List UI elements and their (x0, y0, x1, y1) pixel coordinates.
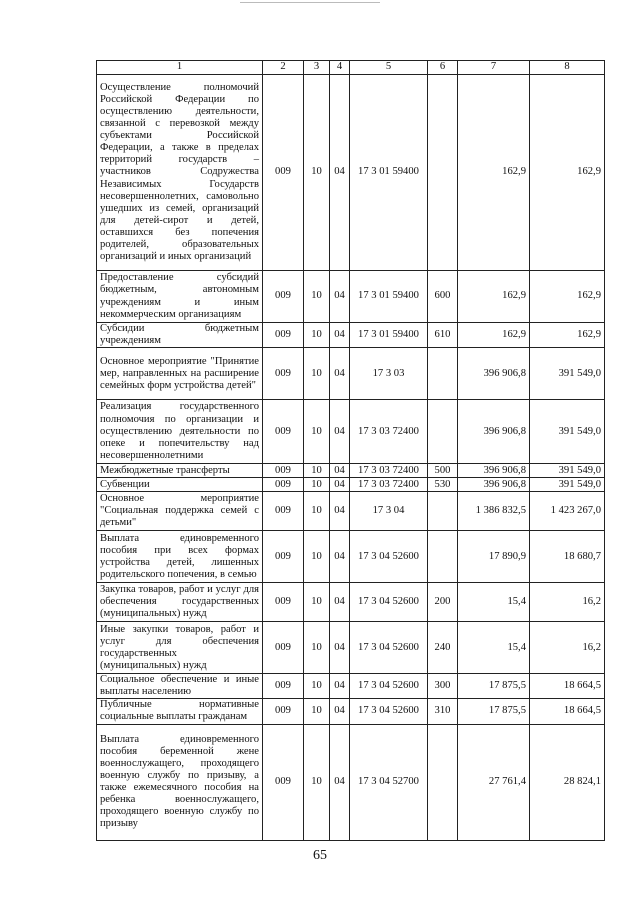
row-amount-2: 18 680,7 (530, 531, 605, 583)
row-section-code: 10 (304, 699, 330, 724)
row-section-code: 10 (304, 531, 330, 583)
row-section-code: 10 (304, 323, 330, 348)
row-amount-2: 162,9 (530, 271, 605, 323)
row-name: Выплата единовременного пособия при всех формах устройства детей, лишенных родительского попечения, в семью (97, 531, 263, 583)
row-name: Субсидии бюджетным учреждениям (97, 323, 263, 348)
row-amount-1: 396 906,8 (458, 478, 530, 492)
table-row (97, 531, 605, 583)
row-name: Реализация государственного полномочия по организации и осуществлению деятельности по опеке и попечительству над несовершеннолетними (97, 400, 263, 464)
row-amount-2: 391 549,0 (530, 400, 605, 464)
row-target-article: 17 3 04 52700 (350, 724, 428, 840)
row-amount-2: 1 423 267,0 (530, 492, 605, 531)
page-number: 65 (313, 848, 327, 863)
row-subsection-code: 04 (330, 464, 350, 478)
row-expense-type (428, 75, 458, 271)
row-amount-1: 396 906,8 (458, 348, 530, 400)
row-amount-2: 391 549,0 (530, 348, 605, 400)
row-target-article: 17 3 03 72400 (350, 478, 428, 492)
row-amount-1: 162,9 (458, 323, 530, 348)
row-section-code: 10 (304, 464, 330, 478)
row-amount-2: 28 824,1 (530, 724, 605, 840)
row-target-article: 17 3 04 52600 (350, 531, 428, 583)
budget-table (96, 60, 605, 841)
row-name: Выплата единовременного пособия беременной жене военнослужащего, проходящего военную службу по призыву, а также ежемесячного пособия на ребенка военнослужащего, проходящего военную службу по призыву (97, 724, 263, 840)
row-expense-type: 300 (428, 674, 458, 699)
row-name: Основное мероприятие "Принятие мер, направленных на расширение семейных форм устройства детей" (97, 348, 263, 400)
row-expense-type: 610 (428, 323, 458, 348)
row-section-code: 10 (304, 674, 330, 699)
row-ministry-code: 009 (263, 348, 304, 400)
col-header-6: 6 (428, 61, 458, 75)
row-expense-type (428, 724, 458, 840)
row-subsection-code: 04 (330, 674, 350, 699)
row-target-article: 17 3 04 52600 (350, 674, 428, 699)
row-amount-1: 15,4 (458, 622, 530, 674)
table-row (97, 75, 605, 271)
row-ministry-code: 009 (263, 400, 304, 464)
header-row (97, 61, 605, 75)
row-amount-2: 391 549,0 (530, 464, 605, 478)
row-subsection-code: 04 (330, 583, 350, 622)
row-expense-type: 310 (428, 699, 458, 724)
col-header-3: 3 (304, 61, 330, 75)
row-section-code: 10 (304, 492, 330, 531)
row-amount-1: 396 906,8 (458, 400, 530, 464)
row-ministry-code: 009 (263, 622, 304, 674)
row-amount-1: 17 875,5 (458, 699, 530, 724)
row-expense-type: 200 (428, 583, 458, 622)
table-row (97, 478, 605, 492)
row-subsection-code: 04 (330, 348, 350, 400)
col-header-2: 2 (263, 61, 304, 75)
row-amount-2: 391 549,0 (530, 478, 605, 492)
row-target-article: 17 3 01 59400 (350, 323, 428, 348)
row-amount-2: 162,9 (530, 75, 605, 271)
row-amount-1: 396 906,8 (458, 464, 530, 478)
row-amount-2: 18 664,5 (530, 674, 605, 699)
table-row (97, 323, 605, 348)
row-subsection-code: 04 (330, 724, 350, 840)
row-amount-1: 27 761,4 (458, 724, 530, 840)
row-subsection-code: 04 (330, 622, 350, 674)
row-subsection-code: 04 (330, 400, 350, 464)
row-section-code: 10 (304, 478, 330, 492)
row-ministry-code: 009 (263, 271, 304, 323)
table-row (97, 583, 605, 622)
row-expense-type (428, 400, 458, 464)
row-amount-1: 15,4 (458, 583, 530, 622)
row-section-code: 10 (304, 583, 330, 622)
row-target-article: 17 3 01 59400 (350, 75, 428, 271)
row-name: Основное мероприятие "Социальная поддержка семей с детьми" (97, 492, 263, 531)
row-ministry-code: 009 (263, 464, 304, 478)
row-ministry-code: 009 (263, 724, 304, 840)
row-amount-2: 16,2 (530, 622, 605, 674)
row-subsection-code: 04 (330, 531, 350, 583)
row-ministry-code: 009 (263, 478, 304, 492)
row-subsection-code: 04 (330, 323, 350, 348)
row-target-article: 17 3 03 72400 (350, 464, 428, 478)
row-subsection-code: 04 (330, 492, 350, 531)
row-name: Публичные нормативные социальные выплаты гражданам (97, 699, 263, 724)
row-amount-1: 1 386 832,5 (458, 492, 530, 531)
row-name: Осуществление полномочий Российской Федерации по осуществлению деятельности, связанной с перевозкой между субъектами Российской Федерации, а также в пределах территорий государств – участников Содружества Независимых Государств несовершеннолетних, самовольно ушедших из семей, организаций для детей-сирот и детей, оставшихся без попечения родителей, образовательных организаций и иных организаций (97, 75, 263, 271)
table-row (97, 400, 605, 464)
row-expense-type: 600 (428, 271, 458, 323)
row-amount-1: 17 875,5 (458, 674, 530, 699)
row-section-code: 10 (304, 271, 330, 323)
row-target-article: 17 3 03 72400 (350, 400, 428, 464)
col-header-8: 8 (530, 61, 605, 75)
row-amount-1: 162,9 (458, 75, 530, 271)
col-header-1: 1 (97, 61, 263, 75)
row-subsection-code: 04 (330, 75, 350, 271)
row-target-article: 17 3 04 52600 (350, 699, 428, 724)
row-ministry-code: 009 (263, 323, 304, 348)
table-row (97, 348, 605, 400)
row-name: Закупка товаров, работ и услуг для обеспечения государственных (муниципальных) нужд (97, 583, 263, 622)
row-section-code: 10 (304, 400, 330, 464)
table-row (97, 622, 605, 674)
col-header-4: 4 (330, 61, 350, 75)
row-name: Иные закупки товаров, работ и услуг для обеспечения государственных (муниципальных) нужд (97, 622, 263, 674)
page-top-rule (240, 2, 380, 3)
row-expense-type: 240 (428, 622, 458, 674)
row-target-article: 17 3 03 (350, 348, 428, 400)
row-target-article: 17 3 04 52600 (350, 622, 428, 674)
row-section-code: 10 (304, 75, 330, 271)
table-row (97, 492, 605, 531)
row-ministry-code: 009 (263, 699, 304, 724)
row-name: Субвенции (97, 478, 263, 492)
col-header-5: 5 (350, 61, 428, 75)
row-expense-type (428, 348, 458, 400)
row-section-code: 10 (304, 622, 330, 674)
row-amount-2: 162,9 (530, 323, 605, 348)
row-expense-type (428, 531, 458, 583)
row-target-article: 17 3 01 59400 (350, 271, 428, 323)
row-expense-type: 500 (428, 464, 458, 478)
row-amount-2: 16,2 (530, 583, 605, 622)
row-amount-2: 18 664,5 (530, 699, 605, 724)
row-name: Предоставление субсидий бюджетным, автономным учреждениям и иным некоммерческим организациям (97, 271, 263, 323)
row-ministry-code: 009 (263, 492, 304, 531)
row-name: Социальное обеспечение и иные выплаты населению (97, 674, 263, 699)
row-expense-type (428, 492, 458, 531)
table-row (97, 464, 605, 478)
row-expense-type: 530 (428, 478, 458, 492)
row-target-article: 17 3 04 (350, 492, 428, 531)
row-subsection-code: 04 (330, 478, 350, 492)
col-header-7: 7 (458, 61, 530, 75)
row-subsection-code: 04 (330, 699, 350, 724)
row-ministry-code: 009 (263, 674, 304, 699)
row-amount-1: 162,9 (458, 271, 530, 323)
row-section-code: 10 (304, 348, 330, 400)
table-row (97, 699, 605, 724)
row-ministry-code: 009 (263, 531, 304, 583)
row-ministry-code: 009 (263, 75, 304, 271)
row-ministry-code: 009 (263, 583, 304, 622)
row-name: Межбюджетные трансферты (97, 464, 263, 478)
row-amount-1: 17 890,9 (458, 531, 530, 583)
table-row (97, 724, 605, 840)
row-section-code: 10 (304, 724, 330, 840)
row-target-article: 17 3 04 52600 (350, 583, 428, 622)
row-subsection-code: 04 (330, 271, 350, 323)
table-row (97, 271, 605, 323)
table-row (97, 674, 605, 699)
